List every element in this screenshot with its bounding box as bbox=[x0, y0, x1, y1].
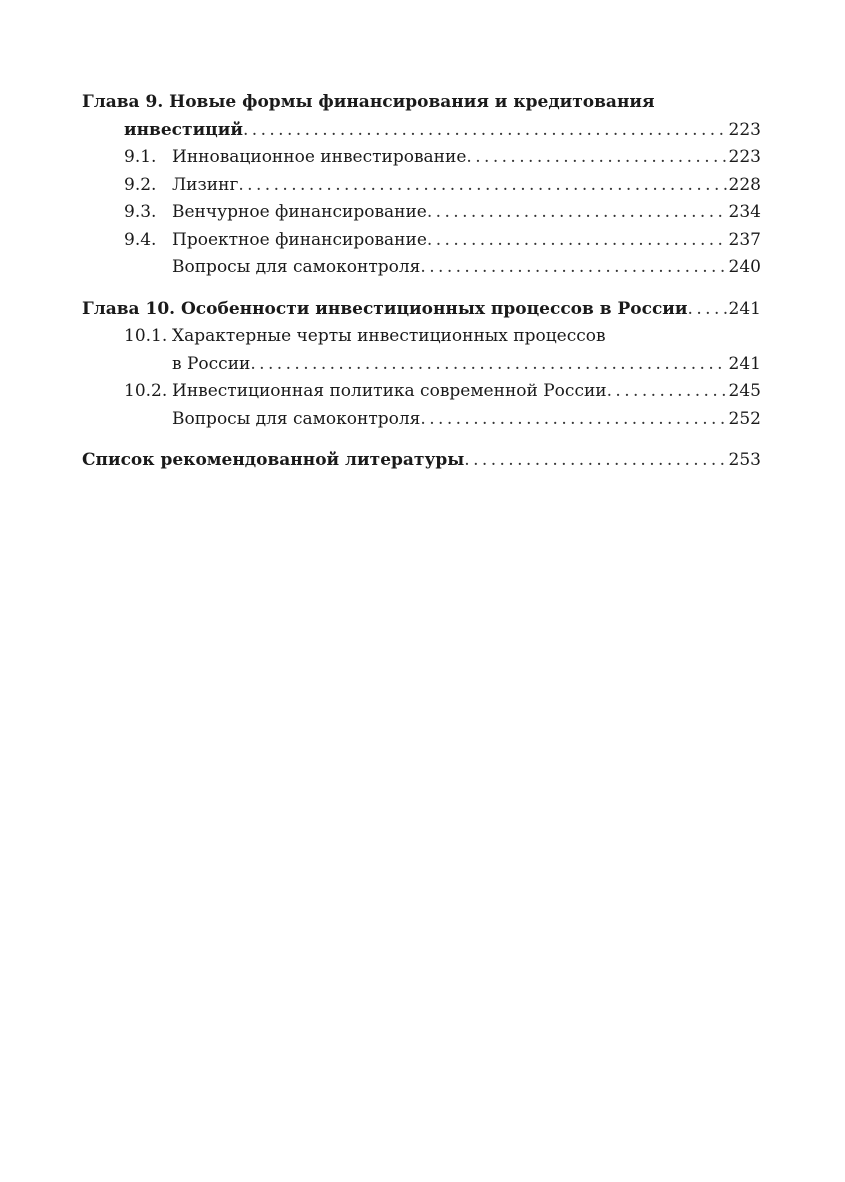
toc-entry-chapter-10-review-questions[interactable] bbox=[82, 406, 761, 434]
section-number: 9.3. bbox=[124, 202, 157, 222]
section-title-continued: в России bbox=[172, 353, 251, 374]
toc-entry-section-9-3[interactable] bbox=[82, 199, 761, 227]
section-number: 9.1. bbox=[124, 147, 157, 167]
section-title: Характерные черты инвестиционных процессов bbox=[172, 326, 606, 346]
spacer bbox=[82, 282, 761, 296]
section-title: Вопросы для самоконтроля bbox=[172, 257, 421, 277]
chapter-9-title-continued: инвестиций bbox=[124, 119, 243, 140]
chapter-10-title: Глава 10. Особенности инвестиционных процессов в России bbox=[82, 298, 688, 319]
section-number: 9.2. bbox=[124, 174, 157, 195]
toc-entry-section-10-1-line1[interactable] bbox=[82, 323, 761, 351]
section-title: Инвестиционная политика современной России bbox=[172, 381, 607, 401]
toc-entry-chapter-10[interactable] bbox=[82, 296, 761, 324]
page-number: 253 bbox=[728, 450, 761, 470]
table-of-contents bbox=[82, 89, 761, 475]
spacer bbox=[82, 433, 761, 447]
page-number: 223 bbox=[728, 147, 761, 167]
dot-leader bbox=[688, 296, 727, 324]
toc-entry-section-10-2[interactable] bbox=[82, 378, 761, 406]
toc-entry-section-9-2[interactable] bbox=[82, 172, 761, 200]
dot-leader bbox=[427, 227, 727, 255]
dot-leader bbox=[427, 199, 727, 227]
section-title: Лизинг bbox=[172, 174, 239, 195]
page-number: 228 bbox=[728, 174, 761, 195]
dot-leader bbox=[466, 144, 726, 172]
page-number: 240 bbox=[728, 257, 761, 277]
section-title: Венчурное финансирование bbox=[172, 202, 427, 222]
toc-entry-section-9-4[interactable] bbox=[82, 227, 761, 255]
dot-leader bbox=[607, 378, 727, 406]
dot-leader bbox=[464, 447, 726, 475]
page-number: 223 bbox=[728, 119, 761, 140]
chapter-9-title: Глава 9. Новые формы финансирования и кредитования bbox=[82, 92, 655, 112]
section-number: 10.2. bbox=[124, 381, 168, 401]
page-number: 241 bbox=[728, 298, 761, 319]
section-number: 10.1. bbox=[124, 326, 168, 346]
toc-entry-chapter-9[interactable] bbox=[82, 117, 761, 145]
dot-leader bbox=[420, 254, 726, 282]
page-number: 252 bbox=[728, 408, 761, 429]
page-number: 234 bbox=[728, 202, 761, 222]
dot-leader bbox=[250, 351, 726, 379]
bibliography-title: Список рекомендованной литературы bbox=[82, 450, 465, 470]
dot-leader bbox=[420, 406, 726, 434]
page-number: 237 bbox=[728, 229, 761, 250]
toc-entry-section-10-1-line2[interactable] bbox=[82, 351, 761, 379]
toc-entry-chapter-9-review-questions[interactable] bbox=[82, 254, 761, 282]
dot-leader bbox=[238, 172, 726, 200]
dot-leader bbox=[243, 117, 727, 145]
toc-entry-section-9-1[interactable] bbox=[82, 144, 761, 172]
section-number: 9.4. bbox=[124, 229, 157, 250]
section-title: Проектное финансирование bbox=[172, 229, 427, 250]
section-title: Вопросы для самоконтроля bbox=[172, 408, 421, 429]
page-number: 241 bbox=[728, 353, 761, 374]
toc-entry-bibliography[interactable] bbox=[82, 447, 761, 475]
page-number: 245 bbox=[728, 381, 761, 401]
section-title: Инновационное инвестирование bbox=[172, 147, 467, 167]
